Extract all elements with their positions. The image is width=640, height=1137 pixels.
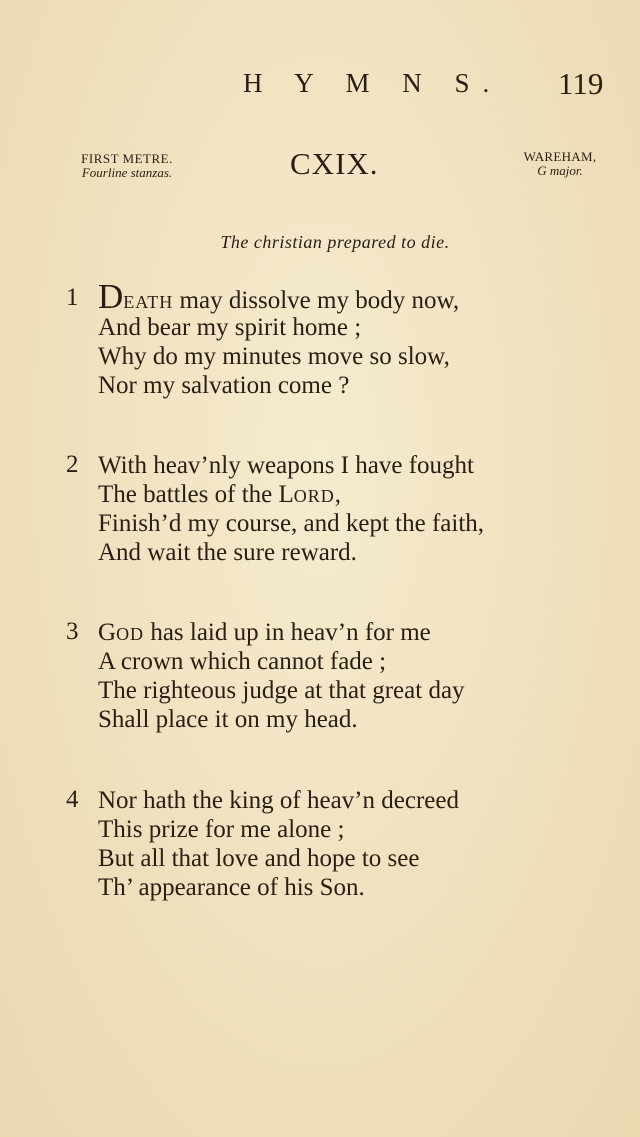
verse-line: Shall place it on my head. (98, 706, 358, 733)
line-text: G (98, 619, 117, 646)
tune-name: WAREHAM, (523, 149, 597, 164)
verse-line: Finish’d my course, and kept the faith, (98, 510, 485, 537)
line-text: The battles of the L (98, 481, 294, 508)
verse-line (98, 618, 431, 649)
tune-key: G major. (537, 163, 583, 178)
verse-line: Nor hath the king of heav’n decreed (98, 787, 459, 814)
small-caps: EATH (123, 292, 174, 312)
tune-info (510, 150, 610, 178)
hymn-header (0, 140, 640, 190)
stanza-number: 3 (66, 618, 79, 645)
line-text: has laid up in heav’n for me (144, 619, 431, 646)
hymn-title: The christian prepared to die. (220, 232, 450, 252)
verse-line: A crown which cannot fade ; (98, 648, 387, 675)
verse-line: The righteous judge at that great day (98, 677, 465, 704)
verse-line: With heav’nly weapons I have fought (98, 452, 474, 479)
page-number: 119 (558, 66, 604, 101)
verse-line: Th’ appearance of his Son. (98, 874, 365, 901)
stanza-number: 4 (66, 786, 79, 813)
stanza-4 (66, 786, 586, 906)
drop-cap: D (98, 277, 124, 316)
small-caps: ORD (293, 486, 335, 506)
stanza-form: Fourline stanzas. (81, 165, 173, 180)
metre-info (62, 152, 192, 180)
verse-line (98, 277, 460, 317)
verse-line: This prize for me alone ; (98, 816, 345, 843)
running-head (0, 62, 640, 102)
small-caps: OD (116, 624, 145, 644)
line-text: may dissolve my body now, (173, 287, 460, 314)
verse-line: And bear my spirit home ; (98, 314, 362, 341)
verse-line (98, 480, 341, 511)
line-text: , (334, 481, 342, 508)
verse-line: And wait the sure reward. (98, 539, 357, 566)
hymn-number: CXIX. (290, 146, 379, 181)
verse-line: But all that love and hope to see (98, 845, 420, 872)
stanza-2 (66, 451, 586, 571)
verse-line: Why do my minutes move so slow, (98, 343, 450, 370)
stanza-number: 1 (66, 284, 79, 311)
stanza-number: 2 (66, 451, 79, 478)
metre-name: FIRST METRE. (81, 151, 173, 166)
verse-line: Nor my salvation come ? (98, 372, 350, 399)
running-title: H Y M N S. (243, 68, 503, 98)
stanza-3 (66, 618, 586, 738)
stanza-1 (66, 277, 586, 404)
